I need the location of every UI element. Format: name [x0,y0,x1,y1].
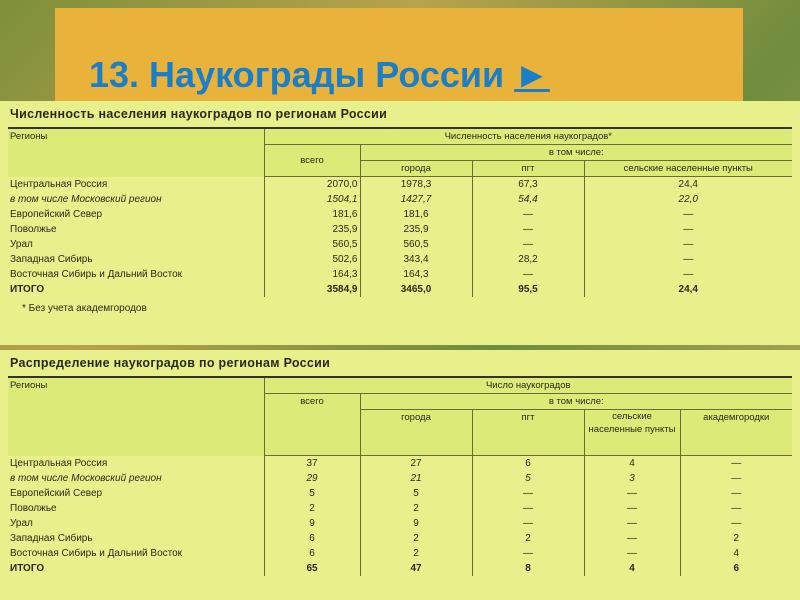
table-row [8,237,792,252]
region-cell: ИТОГО [10,563,45,574]
pgt-cell: 2 [472,531,584,546]
rural-cell: — [584,222,792,237]
pgt-cell: 28,2 [472,252,584,267]
pgt-cell: — [472,267,584,282]
rural-cell: 3 [584,471,680,486]
table-row [8,177,792,193]
cities-cell: 181,6 [360,207,472,222]
rural-cell: — [584,501,680,516]
region-cell: Западная Сибирь [10,254,93,265]
total-cell: 9 [264,516,360,531]
region-cell: Европейский Север [10,488,103,499]
region-cell: Восточная Сибирь и Дальний Восток [10,269,183,280]
pgt-cell: 5 [472,471,584,486]
region-cell: Западная Сибирь [10,533,93,544]
table-row [8,471,792,486]
total-cell: 6 [264,546,360,561]
region-cell: Центральная Россия [10,178,108,190]
table-row [8,207,792,222]
column-header-rural: сельские населенные пункты [584,161,792,177]
rural-cell: 24,4 [584,177,792,193]
pgt-cell: — [472,237,584,252]
population-table [8,129,792,297]
rural-cell: — [584,237,792,252]
table-row [8,531,792,546]
column-header-group: Число наукоградов [264,378,792,394]
total-cell: 5 [264,486,360,501]
slide-title-box [55,8,743,108]
total-cell: 235,9 [264,222,360,237]
region-cell: Поволжье [10,503,57,514]
region-cell: в том числе Московский регион [10,194,162,205]
total-cell: 1504,1 [264,192,360,207]
cities-cell: 27 [360,456,472,472]
cities-cell: 560,5 [360,237,472,252]
column-header-cities: города [360,161,472,177]
table-row [8,252,792,267]
table-row [8,222,792,237]
table-row [8,486,792,501]
total-cell: 164,3 [264,267,360,282]
pgt-cell: — [472,207,584,222]
column-header-including: в том числе: [360,145,792,161]
total-row [8,282,792,297]
academ-cell: 2 [680,531,792,546]
column-header-region: Регионы [8,129,264,177]
column-header-pgt: пгт [472,161,584,177]
table-row [8,546,792,561]
rural-cell: — [584,546,680,561]
cities-cell: 164,3 [360,267,472,282]
population-table-heading: Численность населения наукоградов по регионам России [10,107,388,121]
distribution-table-panel [0,350,800,600]
rural-cell: — [584,252,792,267]
rural-cell: — [584,267,792,282]
pgt-cell: 6 [472,456,584,472]
region-cell: Урал [10,239,33,250]
cities-cell: 2 [360,546,472,561]
cities-cell: 343,4 [360,252,472,267]
next-slide-arrow-icon[interactable]: ► [514,54,550,95]
pgt-cell: 67,3 [472,177,584,193]
table-row [8,501,792,516]
total-cell: 29 [264,471,360,486]
table-row [8,456,792,472]
column-header-rural: сельские населенные пункты [584,410,680,456]
region-cell: Урал [10,518,33,529]
column-header-including: в том числе: [360,394,792,410]
rural-cell: 22,0 [584,192,792,207]
column-header-cities: города [360,410,472,456]
slide-title [89,54,550,96]
region-cell: Восточная Сибирь и Дальний Восток [10,548,183,559]
academ-cell: — [680,516,792,531]
pgt-cell: — [472,516,584,531]
slide-title-text: 13. Наукограды России [89,54,515,95]
cities-cell: 1427,7 [360,192,472,207]
table-row [8,192,792,207]
column-header-group: Численность населения наукоградов* [264,129,792,145]
total-cell: 2070,0 [264,177,360,193]
column-header-region: Регионы [8,378,264,456]
cities-cell: 2 [360,501,472,516]
rural-cell: — [584,486,680,501]
cities-cell: 9 [360,516,472,531]
cities-cell: 21 [360,471,472,486]
pgt-cell: — [472,501,584,516]
total-cell: 3584,9 [264,282,360,297]
rural-cell: — [584,531,680,546]
column-header-pgt: пгт [472,410,584,456]
region-cell: в том числе Московский регион [10,473,162,484]
total-cell: 502,6 [264,252,360,267]
cities-cell: 47 [360,561,472,576]
region-cell: Центральная Россия [10,457,108,469]
column-header-total: всего [264,394,360,456]
academ-cell: — [680,471,792,486]
total-cell: 6 [264,531,360,546]
pgt-cell: — [472,222,584,237]
rural-cell: 4 [584,456,680,472]
rural-cell: — [584,516,680,531]
pgt-cell: — [472,486,584,501]
cities-cell: 1978,3 [360,177,472,193]
academ-cell: 4 [680,546,792,561]
total-cell: 65 [264,561,360,576]
total-cell: 181,6 [264,207,360,222]
table-row [8,516,792,531]
academ-cell: — [680,501,792,516]
rural-cell: 24,4 [584,282,792,297]
rural-cell: 4 [584,561,680,576]
rural-cell: — [584,207,792,222]
total-cell: 2 [264,501,360,516]
cities-cell: 5 [360,486,472,501]
pgt-cell: 54,4 [472,192,584,207]
total-row [8,561,792,576]
cities-cell: 2 [360,531,472,546]
academ-cell: 6 [680,561,792,576]
column-header-academ: академгородки [680,410,792,456]
cities-cell: 3465,0 [360,282,472,297]
table-row [8,267,792,282]
pgt-cell: 8 [472,561,584,576]
academ-cell: — [680,456,792,472]
total-cell: 37 [264,456,360,472]
column-header-total: всего [264,145,360,177]
pgt-cell: — [472,546,584,561]
total-cell: 560,5 [264,237,360,252]
distribution-table [8,378,792,576]
region-cell: ИТОГО [10,284,45,295]
region-cell: Европейский Север [10,209,103,220]
region-cell: Поволжье [10,224,57,235]
cities-cell: 235,9 [360,222,472,237]
pgt-cell: 95,5 [472,282,584,297]
distribution-table-heading: Распределение наукоградов по регионам России [10,356,331,370]
population-table-footnote: * Без учета академгородов [22,303,147,314]
academ-cell: — [680,486,792,501]
population-table-panel [0,101,800,345]
